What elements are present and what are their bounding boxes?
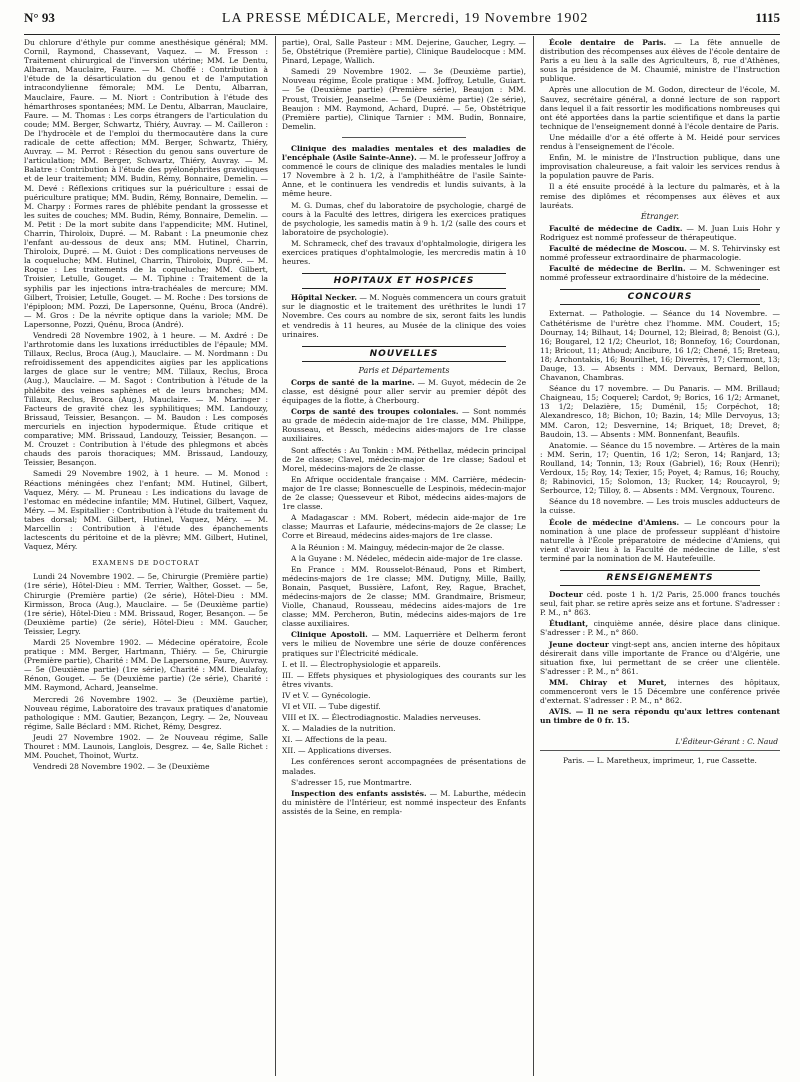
ministre-item: Enfin, M. le ministre de l'Instruction publique, dans une improvisation chaleureuse, a fait valoir les services rendus à la population pauvre de Paris. bbox=[540, 153, 780, 181]
apostoli-item bbox=[282, 630, 526, 657]
thesis-friday: Vendredi 28 Novembre 1902, à 1 heure. — M. Axdré : De l'arthrotomie dans les luxations irréductibles de l'épaule; MM. Tillaux, Reclus, Broca (Aug.), Mauclaire. — M. Nordmann : Du refroidissement des appendicites aigües par les applications larges de glace sur le ventre; MM. Tillaux, Reclus, Broca (Aug.), Mauclaire. — M. Sagot : Contribution à l'étude de la phlébite des veines saphènes et de leurs branches; MM. Tillaux, Reclus, Broca (Aug.), Mauclaire. — M. Maringer : Facteurs de gravité chez les syphilitiques; MM. Landouzy, Brissaud, Teissier, Besançon. — M. Baudon : Les composés mercuriels en injection hypodermique. Étude critique et comparative; MM. Brissaud, Landouzy, Teissier, Besançon. — M. Crouzet : Contribution à l'étude des phlegmons et abcès chauds des parois thoraciques; MM. Brissaud, Landouzy, Teissier, Besançon. bbox=[24, 331, 268, 468]
masthead bbox=[24, 10, 780, 32]
berlin-title: Faculté de médecine de Berlin. bbox=[549, 264, 686, 274]
amiens-text: — Le concours pour la nomination à une place de professeur suppléant d'histoire naturelle à l'École préparatoire de médecine d'Amiens, qui vient d'avoir lieu à la Faculté de médecine de Lille, s'est terminé par la nomination de M. Hautefeuille. bbox=[540, 517, 780, 563]
apostoli-text: — MM. Laquerrière et Delherm feront vers le milieu de Novembre une série de douze conférences pratiques sur l'Électricité médicale. bbox=[282, 630, 526, 658]
ad-docteur bbox=[540, 590, 780, 617]
afrique-item: En Afrique occidentale française : MM. Carrière, médecin-major de 1re classe; Bonnescuelle de Lespinois, médecin-major de 2e classe; Quesseveur et Ribot, médecins aides-majors de 1re classe. bbox=[282, 474, 526, 512]
ad-etudiant-title: Étudiant, bbox=[549, 619, 589, 629]
palmares-item: Il a été ensuite procédé à la lecture du palmarès, et à la remise des diplômes et récompenses aux élèves et aux lauréats. bbox=[540, 182, 780, 210]
header-rule bbox=[24, 34, 780, 35]
inspection-item bbox=[282, 789, 526, 816]
marine-text: — M. Guyot, médecin de 2e classe, est désigné pour aller servir au premier dépôt des équipages de la flotte, à Cherbourg. bbox=[282, 377, 526, 406]
concours-heading: CONCOURS bbox=[560, 289, 760, 305]
ecole-dentaire-item bbox=[540, 38, 780, 83]
ecole-dentaire-title: École dentaire de Paris. bbox=[549, 38, 667, 47]
clinique-title: Clinique des maladies mentales et des maladies de l'encéphale (Asile Sainte-Anne). bbox=[282, 143, 526, 163]
guyane-item: A la Guyane : M. Nédelec, médecin aide-major de 1re classe. bbox=[291, 553, 523, 563]
colonial-item bbox=[282, 407, 526, 443]
column-1 bbox=[24, 38, 268, 1074]
marine-item bbox=[282, 378, 526, 405]
cadix-text: — M. Juan Luis Hohr y Rodriguez est nommé professeur de thérapeutique. bbox=[540, 223, 780, 242]
dumas-item: M. G. Dumas, chef du laboratoire de psychologie, chargé de cours à la Faculté des lettres, dirigera les exercices pratiques de psychologie, les samedis matin à 9 h. 1/2 (salle des cours et laboratoire de psychologie). bbox=[282, 200, 526, 237]
ad-docteur-text: céd. poste 1 h. 1/2 Paris, 25.000 francs touchés seul, fait phar. se retire après seize ans et fortune. S'adresser : P. M., n° 863. bbox=[540, 590, 780, 618]
avis-text: AVIS. — Il ne sera répondu qu'aux lettres contenant un timbre de 0 fr. 15. bbox=[540, 707, 780, 726]
moscou-item bbox=[540, 244, 780, 262]
schrameck-item: M. Schrameck, chef des travaux d'ophtalmologie, dirigera les exercices pratiques d'ophtalmologie, les mercredis matin à 10 heures. bbox=[282, 238, 526, 267]
examens-heading: EXAMENS DE DOCTORAT bbox=[92, 559, 200, 568]
hopitaux-heading: HOPITAUX ET HOSPICES bbox=[302, 273, 506, 289]
apostoli-title: Clinique Apostoli. bbox=[291, 630, 368, 640]
ad-jeune-docteur bbox=[540, 640, 780, 676]
berlin-item bbox=[540, 264, 780, 282]
cadix-title: Faculté de médecine de Cadix. bbox=[549, 223, 683, 233]
inspection-title: Inspection des enfants assistés. bbox=[291, 788, 427, 798]
renseignements-heading: RENSEIGNEMENTS bbox=[560, 570, 760, 586]
ad-jeune-docteur-text: vingt-sept ans, ancien interne des hôpitaux désirerait dans ville importante de France ou d'Algérie, une situation fixe, lui permettant de se créer une clientèle. S'adresser : P. M., n° 861. bbox=[540, 639, 780, 676]
madagascar-item: A Madagascar : MM. Robert, médecin aide-major de 1re classe; Maurras et Lafaurie, médecins-majors de 2e classe; Le Corre et Bireaud, médecins aides-majors de 1re classe. bbox=[282, 513, 526, 541]
etranger-subheading: Étranger. bbox=[640, 211, 680, 221]
marine-title: Corps de santé de la marine. bbox=[291, 377, 415, 387]
newspaper-title: LA PRESSE MÉDICALE, Mercredi, 19 Novembre 1902 bbox=[221, 11, 589, 26]
cadix-item bbox=[540, 224, 780, 242]
ad-chiray-text: internes des hôpitaux, commenceront vers le 15 Décembre une conférence privée d'externat. S'adresser : P. M., n° 862. bbox=[540, 677, 780, 706]
amiens-item bbox=[540, 518, 780, 563]
nouvelles-subheading: Paris et Départements bbox=[358, 365, 450, 375]
exam-monday: Lundi 24 Novembre 1902. — 5e, Chirurgie (Première partie) (1re série), Hôtel-Dieu : MM. Terrier, Walther, Gosset. — 5e, Chirurgie (Première partie) (2e série), Hôtel-Dieu : MM. Kirmisson, Broca (Aug.), Mauclaire. — 5e (Deuxième partie) (1re série), Hôtel-Dieu : MM. Brissaud, Roger, Besançon. — 5e (Deuxième partie) (2e série), Hôtel-Dieu : MM. Gaucher, Teissier, Legry. bbox=[24, 572, 268, 636]
page-number: 1115 bbox=[755, 10, 780, 25]
tonkin-item: Sont affectés : Au Tonkin : MM. Péthellaz, médecin principal de 2e classe; Clavel, médecin-major de 1re classe; Sadoul et Morel, médecins-majors de 2e classe. bbox=[282, 445, 526, 473]
necker-item bbox=[282, 293, 526, 338]
reunion-item: A la Réunion : M. Mainguy, médecin-major de 2e classe. bbox=[291, 542, 505, 552]
column-3 bbox=[540, 38, 780, 1074]
amiens-title: École de médecine d'Amiens. bbox=[549, 517, 680, 527]
godon-item: Après une allocution de M. Godon, directeur de l'école, M. Sauvez, secrétaire général, a donné lecture de son rapport dans lequel il a fait ressortir les modifications nombreuses qui ont été apportées dans la partie scientifique et dans la partie technique de l'enseignement donné à l'école dentaire de Paris. bbox=[540, 85, 780, 131]
ad-chiray-title: MM. Chiray et Muret, bbox=[549, 677, 667, 687]
exam-friday: Vendredi 28 Novembre 1902. — 3e (Deuxième bbox=[33, 762, 210, 772]
lecture-item: I. et II. — Électrophysiologie et appareils. bbox=[282, 659, 441, 669]
lecture-item: IV et V. — Gynécologie. bbox=[282, 690, 371, 700]
inspection-text: — M. Laburthe, médecin du ministère de l'Intérieur, est nommé inspecteur des Enfants assistés de la Seine, en rempla- bbox=[282, 788, 526, 816]
issue-number: N° 93 bbox=[24, 10, 55, 25]
column-2 bbox=[282, 38, 526, 1074]
printer-line: Paris. — L. Maretheux, imprimeur, 1, rue Cassette. bbox=[540, 750, 780, 765]
exam-tuesday: Mardi 25 Novembre 1902. — Médecine opératoire, École pratique : MM. Berger, Hartmann, Thiéry. — 5e, Chirurgie (Première partie), Charité : MM. De Lapersonne, Faure, Auvray. — 5e (Deuxième partie) (1re série), Charité : MM. Dieulafoy, Rénon, Gouget. — 5e (Deuxième partie) (2e série), Charité : MM. Raymond, Achard, Jeanselme. bbox=[24, 638, 268, 693]
moscou-text: — M. S. Tehirvinsky est nommé professeur extraordinaire de pharmacologie. bbox=[540, 243, 780, 263]
necker-title: Hôpital Necker. bbox=[291, 293, 358, 303]
clinique-item bbox=[282, 144, 526, 199]
france-item: En France : MM. Rousselot-Bénaud, Pons et Rimbert, médecins-majors de 1re classe; MM. Dutigny, Mille, Bailly, Bonain, Pasquet, Bussière, Lafont, Rey, Rague, Brachet, médecins-majors de 2e classe; MM. Grandmaire, Brismeur, Violle, Chanaud, Rousseau, médecins aides-majors de 1re classe; MM. Percheron, Butin, médecins aides-majors de 1re classe auxiliaires. bbox=[282, 564, 526, 629]
ad-etudiant-text: cinquième année, désire place dans clinique. S'adresser : P. M., n° 860. bbox=[540, 619, 780, 638]
clinique-text: — M. le professeur Joffroy a commencé le cours de clinique des maladies mentales le lundi 17 Novembre à 2 h. 1/2, à l'amphithéâtre de l'asile Sainte-Anne, et le continuera les vendredis et lundis suivants, à la même heure. bbox=[282, 153, 526, 199]
muscles-item: Séance du 18 novembre. — Les trois muscles adducteurs de la cuisse. bbox=[540, 497, 780, 516]
exam-friday-cont: partie), Oral, Salle Pasteur : MM. Dejerine, Gaucher, Legry. — 5e, Obstétrique (Première partie), Clinique Baudelocque : MM. Pinard, Lepage, Wallich. bbox=[282, 38, 526, 66]
exam-wednesday: Mercredi 26 Novembre 1902. — 3e (Deuxième partie), Nouveau régime, Laboratoire des travaux pratiques d'anatomie pathologique : MM. Gautier, Bezançon, Legry. — 2e, Nouveau régime, Salle Béclard : MM. Richet, Rémy, Desgrez. bbox=[24, 694, 268, 731]
conferences-note: Les conférences seront accompagnées de présentations de malades. bbox=[282, 757, 526, 776]
medaille-item: Une médaille d'or a été offerte à M. Heidé pour services rendus à l'enseignement de l'école. bbox=[540, 132, 780, 152]
ecole-dentaire-text: — La fête annuelle de distribution des récompenses aux élèves de l'école dentaire de Paris a eu lieu à la salle des Agriculteurs, 8, rue d'Athènes, sous la présidence de M. Chaumié, ministre de l'Instruction publique. bbox=[540, 38, 780, 84]
moscou-title: Faculté de médecine de Moscou. bbox=[549, 243, 687, 253]
nouvelles-heading: NOUVELLES bbox=[302, 346, 506, 362]
necker-text: — M. Noguès commencera un cours gratuit sur le diagnostic et le traitement des uréthrites le lundi 17 Novembre. Ces cours au nombre de six, seront faits les lundis et vendredis à 11 heures, au Musée de la clinique des voies urinaires. bbox=[282, 293, 526, 339]
lecture-item: III. — Effets physiques et physiologiques des courants sur les êtres vivants. bbox=[282, 670, 526, 689]
thesis-list: Du chlorure d'éthyle pur comme anesthésique général; MM. Cornil, Raymond, Chassevant, Vaquez. — M. Fresson : Traitement chirurgical de l'inversion utérine; MM. Le Dentu, Albarran, Mauclaire, Faure. — M. Choffé : Contribution à l'étude de la désarticulation du genou et de l'amputation intracondylienne fémorale; MM. Le Dentu, Albarran, Mauclaire, Faure. — M. Niort : Contribution à l'étude des hémarthroses spontanées; MM. Le Dentu, Albarran, Mauclaire, Faure. — M. Thomas : Les corps étrangers de l'articulation du coude; MM. Berger, Schwartz, Thiéry, Auvray. — M. Cailleron : De l'hydrocèle et de l'emploi du thermocautère dans la cure radicale de cette affection; MM. Berger, Schwartz, Thiéry, Auvray. — M. Perrot : Résection du genou sans ouverture de l'articulation; MM. Berger, Schwartz, Thiéry, Auvray. — M. Balatre : Contribution à l'étude des pyélonéphrites gravidiques et de leur traitement; MM. Budin, Rémy, Bonnaire, Demelin. — M. Devé : Réflexions critiques sur la puériculture : essai de puériculture pratique; MM. Budin, Rémy, Bonnaire, Demelin. — M. Charpy : Formes rares de phlébite pendant la grossesse et les suites de couches; MM. Budin, Rémy, Bonnaire, Demelin. — M. Petit : De la mort subite dans l'appendicite; MM. Hutinel, Charrin, Thiroloix, Dupré. — M. Rabant : La pneumonie chez l'enfant au-dessous de deux ans; MM. Hutinel, Charrin, Thiroloix, Dupré. — M. Guiot : Des complications nerveuses de la coqueluche; MM. Hutinel, Charrin, Thiroloix, Dupré. — M. Roque : Les traitements de la coqueluche; MM. Gilbert, Troisier, Letulle, Gouget. — M. Tiphine : Traitement de la syphilis par les injections intra-trachéales de mercure; MM. Gilbert, Troisier, Letulle, Gouget. — M. Roche : Des torsions de l'épiploon; MM. Pozzi, De Lapersonne, Quénu, Broca (André). — M. Gros : De la névrite optique dans la variole; MM. De Lapersonne, Pozzi, Quénu, Broca (André). bbox=[24, 38, 268, 329]
lecture-item: XI. — Affections de la peau. bbox=[282, 735, 387, 745]
colonial-text: — Sont nommés au grade de médecin aide-major de 1re classe, MM. Philippe, Rousseau, et Bessch, médecins aides-majors de 1re classe auxiliaires. bbox=[282, 407, 526, 444]
address-note: S'adresser 15, rue Montmartre. bbox=[291, 777, 412, 787]
lecture-item: VI et VII. — Tube digestif. bbox=[282, 702, 381, 711]
panaris-item: Séance du 17 novembre. — Du Panaris. — MM. Brillaud; Chaigneau, 15; Coquerel; Cardot, 9; Borics, 16 1/2; Armanet, 13 1/2; Delazière, 15; Duménil, 15; Corpéchot, 18; Alexandresco, 18; Bichon, 10; Bazin, 14; Mlle Dervoyus, 13; MM. Caron, 12; Desvernine, 14; Briquet, 18; Drevet, 8; Baudoin, 13. — Absents : MM. Bonnenfant, Beaufils. bbox=[540, 384, 780, 439]
anatomie-item: Anatomie. — Séance du 15 novembre. — Artères de la main : MM. Serin, 17; Quentin, 16 1/2; Seron, 14; Ranjard, 13; Roulland, 14; Tonnin, 13; Roux (Gabriel), 16; Roux (Henri); Verdoux, 15; Roy, 14; Texier, 15; Poyet, 4; Ramus, 16; Rouchy, 8; Rabinovici, 15; Solomon, 13; Rucker, 14; Roucayrol, 9; Serbource, 12; Tilloy, 8. — Absents : MM. Vergnoux, Tourenc. bbox=[540, 440, 780, 496]
colonial-title: Corps de santé des troupes coloniales. bbox=[291, 407, 459, 417]
avis-item bbox=[540, 707, 780, 725]
lecture-item: XII. — Applications diverses. bbox=[282, 746, 392, 756]
separator bbox=[342, 137, 466, 138]
thesis-saturday: Samedi 29 Novembre 1902, à 1 heure. — M. Monod : Réactions méningées chez l'enfant; MM. Hutinel, Gilbert, Vaquez, Méry. — M. Pruneau : Les indications du lavage de l'estomac en médecine infantile; MM. Hutinel, Gilbert, Vaquez, Méry. — M. Espitallier : Contribution à l'étude du traitement du tabes dorsal; MM. Gilbert, Hutinel, Vaquez, Méry. — M. Marcellin : Contribution à l'étude des épanchements lactescents du péritoine et de la plèvre; MM. Gilbert, Hutinel, Vaquez, Méry. bbox=[24, 469, 268, 552]
ad-chiray bbox=[540, 678, 780, 705]
ad-jeune-docteur-title: Jeune docteur bbox=[549, 639, 609, 649]
column-divider bbox=[533, 36, 534, 1076]
column-divider bbox=[275, 36, 276, 1076]
berlin-text: — M. Schweninger est nommé professeur extraordinaire d'histoire de la médecine. bbox=[540, 264, 780, 283]
lecture-item: X. — Maladies de la nutrition. bbox=[282, 724, 396, 734]
exam-saturday: Samedi 29 Novembre 1902. — 3e (Deuxième partie), Nouveau régime, École pratique : MM. Joffroy, Letulle, Guiart. — 5e (Deuxième partie) (Première série), Beaujon : MM. Proust, Troisier, Jeanselme. — 5e (Deuxième partie) (2e série), Beaujon : MM. Raymond, Achard, Dupré. — 5e, Obstétrique (Première partie), Clinique Tarnier : MM. Budin, Bonnaire, Demelin. bbox=[282, 67, 526, 131]
externat-item: Externat. — Pathologie. — Séance du 14 Novembre. — Cathétérisme de l'urètre chez l'homme. MM. Coudert, 15; Dournay, 14; Bilhaut, 14; Dournel, 12; Bleirad, 8; Benoist (G.), 16; Bougarel, 12 1/2; Cheurlot, 18; Bonnefoy, 16; Courdonan, 11; Bricout, 11; Athoud; Ancibure, 16 1/2; Chené, 15; Breteau, 18; Archontakis, 16; Bourilhet, 16; Diverrès, 17; Clermont, 13; Dauge, 13. — Absents : MM. Dervaux, Bernard, Bellon, Chavanon, Chambras. bbox=[540, 309, 780, 383]
ad-docteur-title: Docteur bbox=[549, 590, 583, 600]
editor-signature: L'Éditeur-Gérant : C. Naud bbox=[675, 737, 778, 747]
ad-etudiant bbox=[540, 619, 780, 637]
lecture-item: VIII et IX. — Électrodiagnostic. Maladies nerveuses. bbox=[282, 713, 481, 723]
exam-thursday: Jeudi 27 Novembre 1902. — 2e Nouveau régime, Salle Thouret : MM. Launois, Langlois, Desgrez. — 4e, Salle Richet : MM. Pouchet, Thoinot, Wurtz. bbox=[24, 732, 268, 761]
